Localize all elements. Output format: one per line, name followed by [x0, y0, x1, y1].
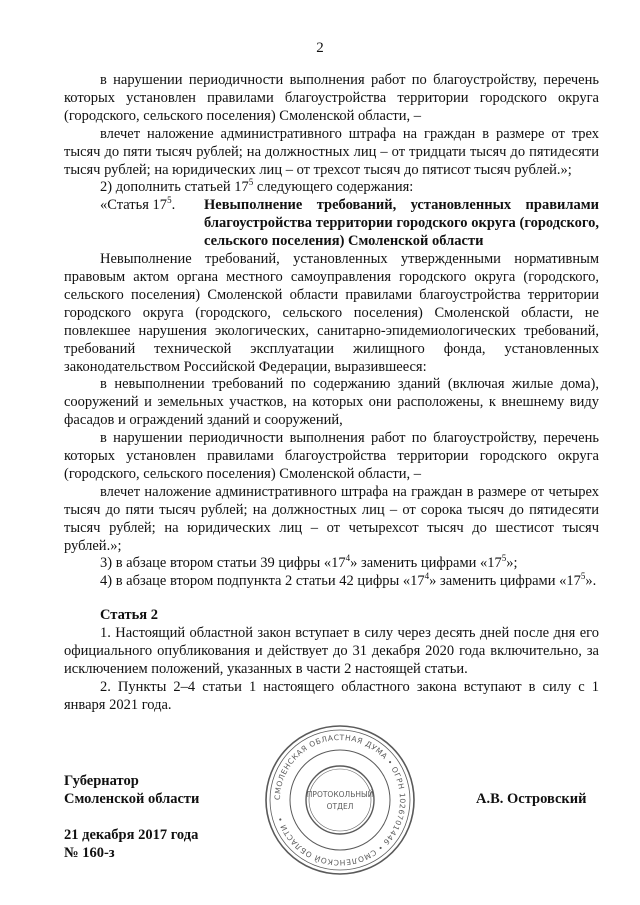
article-2-heading: Статья 2 [100, 607, 158, 624]
official-stamp [262, 722, 418, 878]
paragraph-violation-periodicity: в нарушении периодичности выполнения работ по благоустройству, перечень которых установлен правилами благоустройства территории городского округа (городского, сельского поселения) Смоленской области, – [64, 72, 599, 124]
signatory-title-line-2: Смоленской области [64, 791, 200, 807]
article-title: Невыполнение требований, установленных правилами благоустройства территории городского округа (городского, сельского поселения) Смоленской области [204, 197, 599, 250]
document-body [64, 72, 599, 715]
signatory-title-line-1: Губернатор [64, 773, 139, 789]
law-number: № 160-з [64, 845, 115, 861]
paragraph-article-body: Невыполнение требований, установленных утвержденными нормативным правовым актом органа местного самоуправления городского округа (городского, сельского поселения) Смоленской области правилами благоустройства территории городского округа (городского, сельского поселения) Смоленской области, не повлекшее нарушения экологических, санитарно-эпидемиологических требований, требований технической эксплуатации жилищного фонда, установленных законодательством Российской Федерации, выразившееся: [64, 251, 599, 375]
paragraph-entry-into-force: 1. Настоящий областной закон вступает в силу через десять дней после дня его официального опубликования и действует до 31 декабря 2020 года включительно, за исключением положений, указанных в части 2 настоящей статьи. [64, 625, 599, 677]
signing-date: 21 декабря 2017 года [64, 827, 199, 843]
paragraph-facades: в невыполнении требований по содержанию зданий (включая жилые дома), сооружений и земельных участков, на которых они расположены, к внешнему виду фасадов и ограждений зданий и сооружений, [64, 376, 599, 429]
paragraph-penalty-old: влечет наложение административного штрафа на граждан в размере от трех тысяч до пяти тысяч рублей; на должностных лиц – от тридцати тысяч до пятидесяти тысяч рублей; на юридических лиц – от трехсот тысяч до пятисот тысяч рублей.»; [64, 125, 599, 178]
paragraph-penalty-new: влечет наложение административного штрафа на граждан в размере от четырех тысяч до пяти тысяч рублей; на должностных лиц – от сорока тысяч до пятидесяти тысяч рублей; на юридических лиц – от четырехсот тысяч до шестисот тысяч рублей.»; [64, 483, 599, 554]
paragraph-items-effective: 2. Пункты 2–4 статьи 1 настоящего областного закона вступают в силу с 1 января 2021 года. [64, 678, 599, 713]
signatory-title [64, 772, 199, 808]
stamp-ring-text: СМОЛЕНСКАЯ ОБЛАСТНАЯ ДУМА • ОГРН 1026701446 • СМОЛЕНСКОЙ ОБЛАСТИ • [272, 732, 408, 868]
signatory-name: А.В. Островский [476, 791, 587, 807]
svg-text:СМОЛЕНСКАЯ ОБЛАСТНАЯ ДУМА • ОГ [273, 733, 407, 867]
stamp-center-text-2: ОТДЕЛ [326, 802, 354, 811]
paragraph-item-3: 3) в абзаце втором статьи 39 цифры «$17^4$» заменить цифрами «$17^5$»; [100, 553, 518, 572]
paragraph-violation-periodicity-2: в нарушении периодичности выполнения работ по благоустройству, перечень которых установлен правилами благоустройства территории городского округа (городского, сельского поселения) Смоленской области, – [64, 430, 599, 482]
paragraph-item-4: 4) в абзаце втором подпункта 2 статьи 42 цифры «$17^4$» заменить цифрами «$17^5$». [100, 571, 597, 590]
page-number: 2 [316, 40, 324, 56]
article-17-5-heading [64, 197, 599, 251]
stamp-center-text-1: ПРОТОКОЛЬНЫЙ [306, 790, 374, 799]
article-label: «Статья $17^5$. [100, 195, 176, 214]
paragraph-add-article: 2) дополнить статьей $17^5$ следующего содержания: [100, 177, 414, 196]
